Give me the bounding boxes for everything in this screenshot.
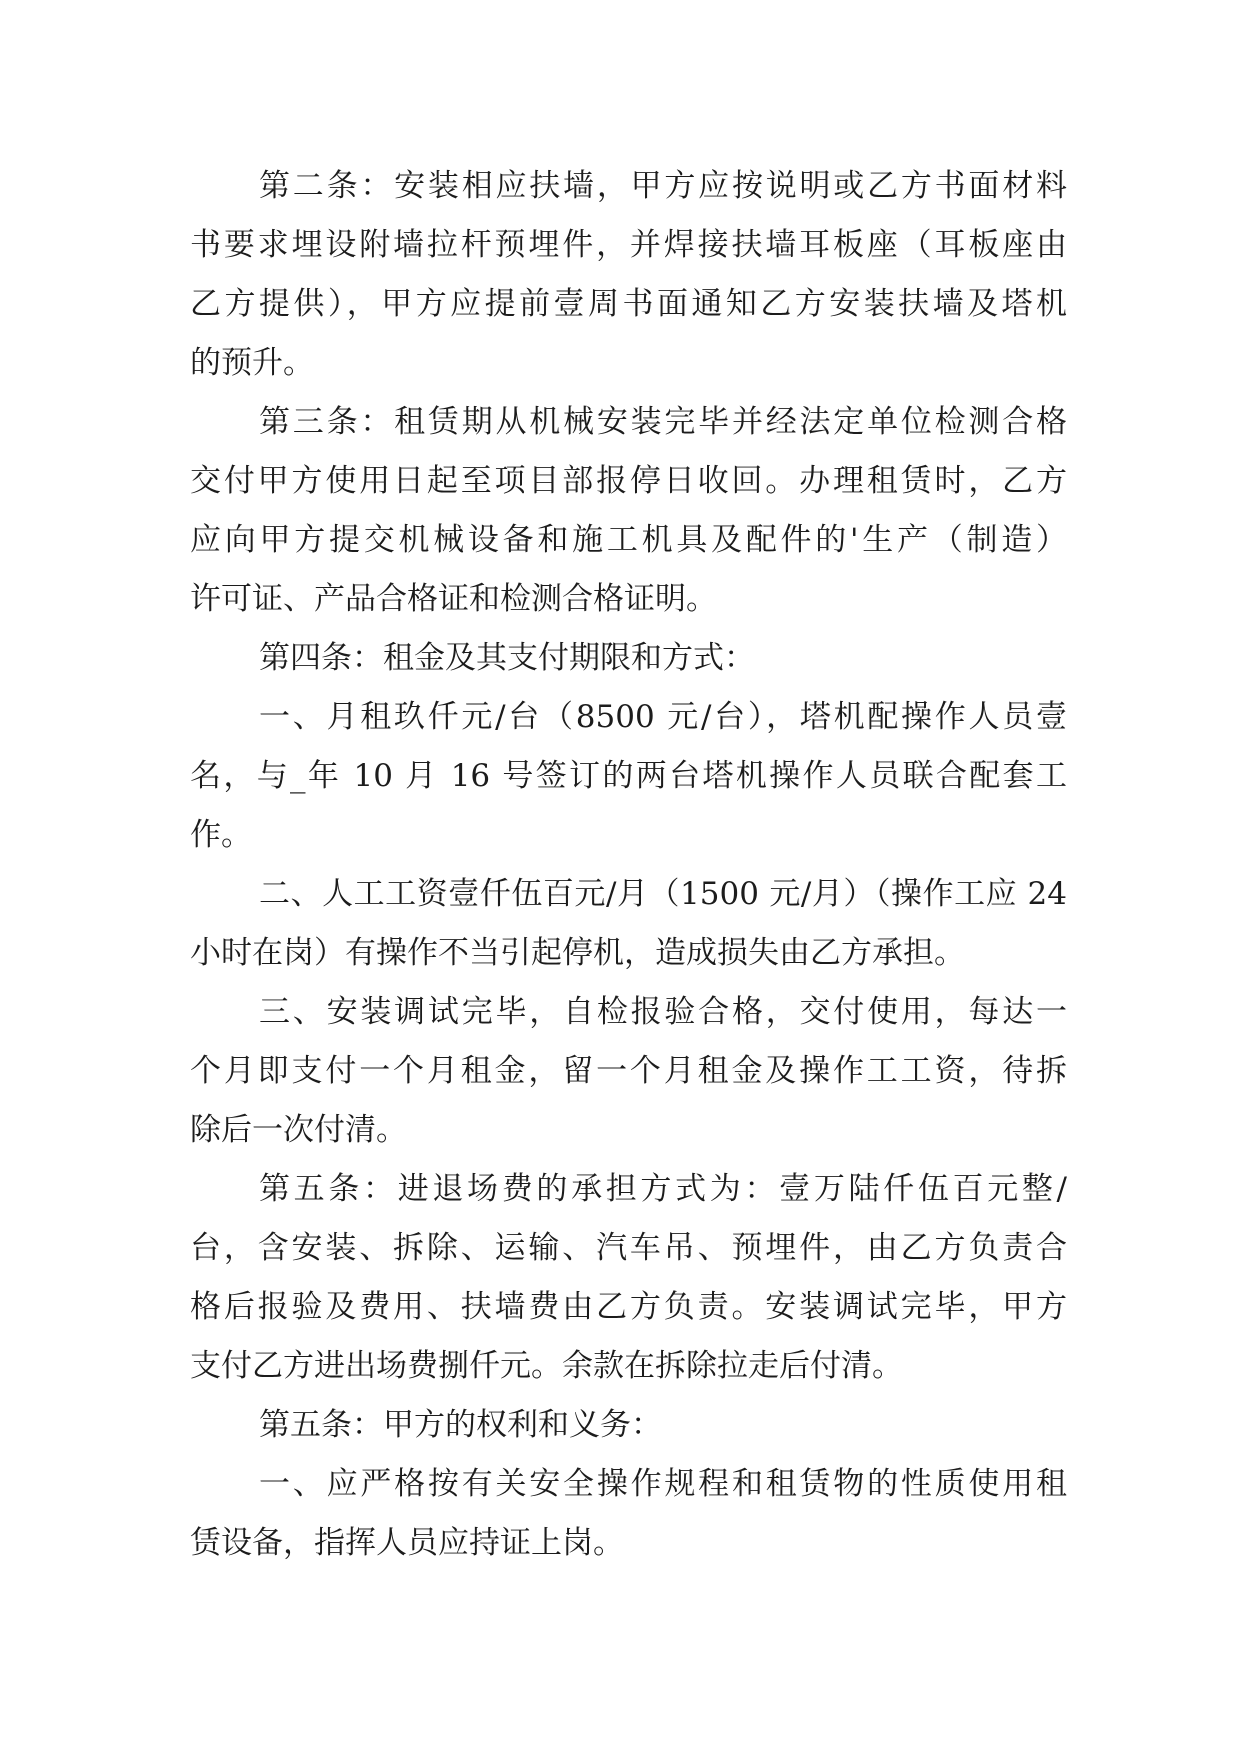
clause-4-item-1-paragraph	[190, 688, 1067, 865]
text-line: 应向甲方提交机械设备和施工机具及配件的'生产（制造）	[190, 522, 1067, 558]
text-line: 乙方提供），甲方应提前壹周书面通知乙方安装扶墙及塔机	[190, 286, 1067, 322]
text-line: 第四条：租金及其支付期限和方式：	[259, 640, 755, 676]
text-line: 书要求埋设附墙拉杆预埋件，并焊接扶墙耳板座（耳板座由	[190, 227, 1067, 263]
text-line: 许可证、产品合格证和检测合格证明。	[190, 581, 717, 617]
clause-5-party-a-rights-heading	[190, 1396, 1067, 1455]
text-line: 三、安装调试完毕，自检报验合格，交付使用，每达一	[259, 994, 1067, 1030]
text-line: 除后一次付清。	[190, 1112, 407, 1148]
text-line: 第五条：进退场费的承担方式为：壹万陆仟伍百元整/	[259, 1171, 1067, 1207]
document-body	[190, 157, 1067, 1573]
clause-5-item-1-paragraph	[190, 1455, 1067, 1573]
text-line: 一、月租玖仟元/台（8500 元/台），塔机配操作人员壹	[259, 699, 1067, 735]
text-line: 个月即支付一个月租金，留一个月租金及操作工工资，待拆	[190, 1053, 1067, 1089]
text-line: 作。	[190, 817, 252, 853]
text-line: 第二条：安装相应扶墙，甲方应按说明或乙方书面材料	[259, 168, 1067, 204]
text-line: 格后报验及费用、扶墙费由乙方负责。安装调试完毕，甲方	[190, 1289, 1067, 1325]
clause-4-rent-heading	[190, 629, 1067, 688]
text-line: 第三条：租赁期从机械安装完毕并经法定单位检测合格	[259, 404, 1067, 440]
text-line: 名，与_年 10 月 16 号签订的两台塔机操作人员联合配套工	[190, 758, 1067, 794]
clause-4-item-2-paragraph	[190, 865, 1067, 983]
clause-3-lease-period-paragraph	[190, 393, 1067, 629]
text-line: 第五条：甲方的权利和义务：	[259, 1407, 662, 1443]
text-line: 赁设备，指挥人员应持证上岗。	[190, 1525, 624, 1561]
text-line: 的预升。	[190, 345, 314, 381]
text-line: 交付甲方使用日起至项目部报停日收回。办理租赁时，乙方	[190, 463, 1067, 499]
text-line: 支付乙方进出场费捌仟元。余款在拆除拉走后付清。	[190, 1348, 903, 1384]
text-line: 一、应严格按有关安全操作规程和租赁物的性质使用租	[259, 1466, 1067, 1502]
clause-4-item-3-paragraph	[190, 983, 1067, 1160]
text-line: 小时在岗）有操作不当引起停机，造成损失由乙方承担。	[190, 935, 965, 971]
clause-2-installation-paragraph	[190, 157, 1067, 393]
text-line: 台，含安装、拆除、运输、汽车吊、预埋件，由乙方负责合	[190, 1230, 1067, 1266]
text-line: 二、人工工资壹仟伍百元/月（1500 元/月）（操作工应 24	[259, 876, 1067, 912]
clause-5-entry-exit-fee-paragraph	[190, 1160, 1067, 1396]
